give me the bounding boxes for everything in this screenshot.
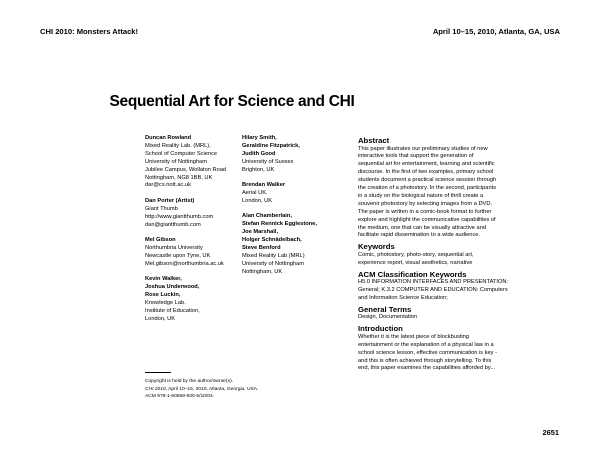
author-affiliation-line: Mixed Reality Lab (MRL)	[242, 252, 305, 259]
paper-title	[0, 93, 600, 111]
author-affiliation-line: Knowledge Lab.	[145, 299, 186, 306]
conference-line	[145, 386, 315, 394]
section-text-line: This paper illustrates our preliminary studies of new	[358, 145, 488, 152]
author-name: Brendan Walker	[242, 182, 286, 189]
author-name: Mel Gibson	[145, 236, 176, 243]
section-text-line: entertainment or the explanation of a physical law in a	[358, 341, 494, 348]
author-affiliation-line: Nottingham, NG8 1BB, UK	[145, 174, 213, 181]
author-name: Kevin Walker,	[145, 276, 182, 283]
author-affiliation-line: Northumbria University	[145, 244, 203, 251]
author-block	[145, 237, 245, 269]
author-affiliation-line: Nottingham, UK	[242, 268, 283, 275]
section-text-line: Design, Documentation	[358, 314, 418, 321]
author-affiliation-line: University of Nottingham	[242, 260, 304, 267]
section-body-introduction	[358, 334, 568, 374]
author-name: Geraldine Fitzpatrick,	[242, 142, 300, 149]
author-column-left	[145, 135, 245, 331]
author-affiliation-line: dar@cs.nott.ac.uk	[145, 182, 191, 189]
conference-name: CHI 2010	[145, 386, 166, 392]
author-affiliation-line: Aerial UK.	[242, 189, 268, 196]
author-affiliation-line: dan@giantthumb.com	[145, 221, 201, 228]
section-text-line: Comic, photostory, photo-story, sequential art,	[358, 251, 474, 258]
author-affiliation-line: School of Computer Science	[145, 150, 218, 157]
author-name: Stefan Rennick Egglestone,	[242, 221, 317, 228]
author-name: Alan Chamberlain,	[242, 213, 292, 220]
author-affiliation-line: University of Nottingham	[145, 158, 207, 165]
running-header-left: CHI 2010: Monsters Attack!	[40, 27, 139, 36]
author-affiliation-line: Giant Thumb	[145, 205, 178, 212]
author-block	[145, 276, 245, 323]
section-text-line: facilitate rapid dissemination to a wide audience.	[358, 232, 481, 239]
section-heading-abstract: Abstract	[358, 136, 390, 145]
author-name: Holger Schnädelbach,	[242, 236, 302, 243]
author-block	[145, 135, 245, 190]
section-text-line: discourse. In the first of two examples, primary school	[358, 169, 494, 176]
author-block	[242, 213, 347, 276]
author-block	[242, 182, 347, 206]
copyright-line: Copyright is held by the author/owner(s).	[145, 379, 234, 384]
author-block	[145, 198, 245, 230]
section-text-line: experience report, visual aesthetics, narrative	[358, 259, 473, 266]
copyright-block	[145, 378, 315, 401]
running-header-right: April 10–15, 2010, Atlanta, GA, USA	[432, 27, 560, 36]
section-body-general-terms	[358, 314, 568, 322]
author-block	[242, 135, 347, 175]
author-name: Rose Luckin,	[145, 291, 181, 298]
author-affiliation-line: Institute of Education,	[145, 307, 200, 314]
copyright-rule	[145, 372, 171, 373]
author-name: Hilary Smith,	[242, 135, 277, 141]
section-text-line: Whether it is the latest piece of blockbusting	[358, 333, 469, 340]
section-text-line: General; K.3.2 COMPUTER AND EDUCATION: Computers	[358, 287, 508, 294]
section-heading-acm-classification-keywords: ACM Classification Keywords	[358, 269, 467, 279]
author-name: Judith Good	[242, 150, 276, 157]
author-affiliation-line: London, UK	[145, 315, 176, 322]
conference-details: , April 10–15, 2010, Atlanta, Georgia, USA.	[165, 386, 259, 392]
section-text-line: and Information Science Education;	[358, 295, 448, 301]
section-text-line: the medium, one that can be visually attractive and	[358, 224, 487, 231]
page-number: 2651	[542, 428, 559, 437]
section-body-acm-classification-keywords	[358, 279, 568, 303]
section-body-abstract	[358, 146, 568, 241]
section-text-line: explore and highlight the communicative capabilities of	[358, 216, 496, 223]
section-text-line: sequential art for entertainment, learning and scientific	[358, 161, 495, 168]
author-name: Joe Marshall,	[242, 229, 279, 236]
section-heading-introduction: Introduction	[358, 324, 403, 334]
paper-title-text: Sequential Art for Science and CHI	[109, 93, 355, 110]
section-text-line: in a study on the biological nature of thrill create a	[358, 192, 484, 199]
section-text-line: the creation of a photostory. In the second, participants	[358, 185, 497, 192]
abstract-column	[358, 134, 568, 375]
author-name: Joshua Underwood,	[145, 284, 200, 290]
section-text-line: and this is often achieved through storytelling. To this	[358, 357, 492, 364]
section-text-line: interactive tools that support the generation of	[358, 153, 474, 160]
author-affiliation-line: Jubilee Campus, Wollaton Road	[145, 166, 227, 173]
author-affiliation-line: http://www.giantthumb.com	[145, 213, 214, 220]
author-affiliation-line: Brighton, UK	[242, 166, 275, 173]
section-text-line: H5.0 INFORMATION INTERFACES AND PRESENTATION:	[358, 279, 509, 286]
author-name: Steve Benford	[242, 244, 281, 251]
section-text-line: students document a practical science session through	[358, 177, 497, 184]
section-text-line: school science lesson, effective communication is key -	[358, 349, 497, 356]
section-text-line: The paper is written in a comic-book format to further	[358, 208, 492, 215]
author-name: Duncan Rowland	[145, 135, 192, 141]
author-name: Dan Porter (Artist)	[145, 197, 195, 204]
acm-isbn-line: ACM 978-1-60558-930-5/10/04.	[145, 394, 215, 400]
author-column-middle	[242, 135, 347, 284]
author-affiliation-line: Mel.gibson@northumbria.ac.uk	[145, 260, 224, 267]
section-body-keywords	[358, 252, 568, 268]
section-heading-general-terms: General Terms	[358, 304, 412, 314]
author-affiliation-line: London, UK	[242, 197, 273, 204]
author-affiliation-line: Mixed Reality Lab. (MRL),	[145, 142, 211, 149]
author-affiliation-line: University of Sussex	[242, 158, 294, 165]
section-heading-keywords: Keywords	[358, 242, 395, 252]
section-text-line: souvenir photostory by selecting images from a DVD.	[358, 200, 493, 207]
section-text-line: end, this paper examines the capabilities afforded by...	[358, 365, 496, 372]
author-affiliation-line: Newcastle upon Tyne, UK	[145, 252, 211, 259]
